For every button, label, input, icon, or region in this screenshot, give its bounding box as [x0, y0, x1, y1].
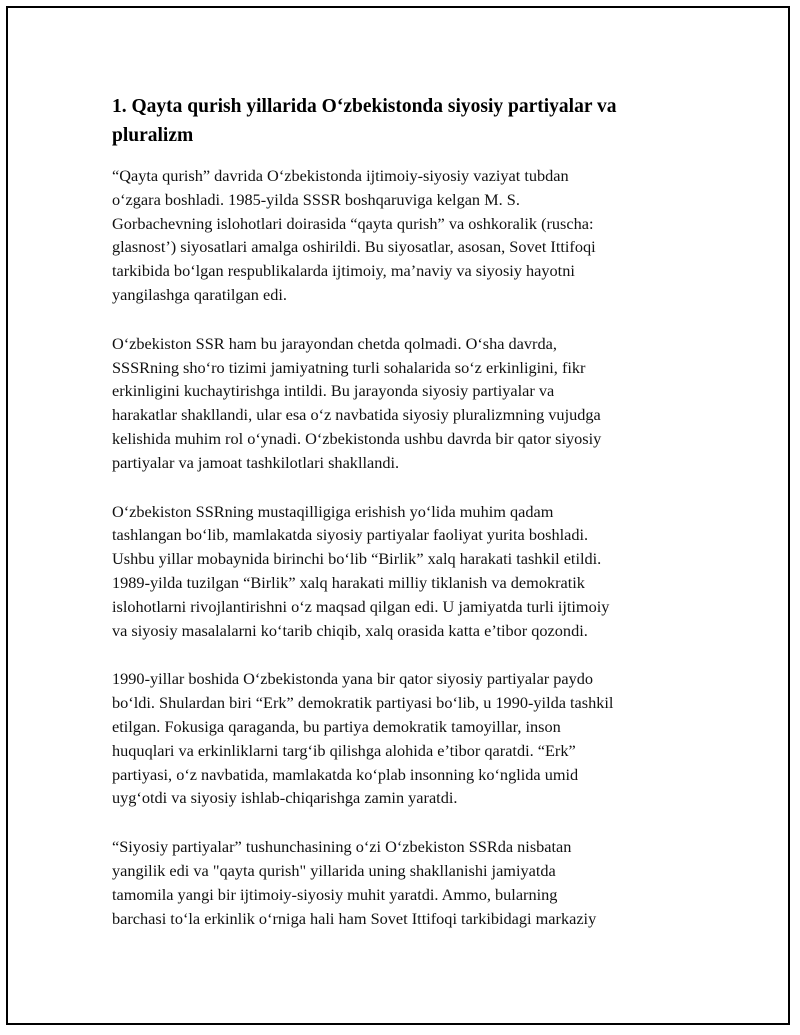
paragraph-3: O‘zbekiston SSRning mustaqilligiga erishish yo‘lida muhim qadam tashlangan bo‘lib, mamlakatda siyosiy partiyalar faoliyat yurita boshladi. Ushbu yillar mobaynida birinchi bo‘lib “Birlik” xalq harakati tashkil etildi. 1989-yilda tuzilgan “Birlik” xalq harakati milliy tiklanish va demokratik islohotlarni rivojlantirishni o‘z maqsad qilgan edi. U jamiyatda turli ijtimoiy va siyosiy masalalarni ko‘tarib chiqib, xalq orasida katta e’tibor qozondi. — [112, 501, 610, 640]
page-title: 1. Qayta qurish yillarida O‘zbekistonda siyosiy partiyalar va pluralizm — [112, 96, 617, 146]
paragraph-2: O‘zbekiston SSR ham bu jarayondan chetda qolmadi. O‘sha davrda, SSSRning sho‘ro tizimi jamiyatning turli sohalarida so‘z erkinligini, fikr erkinligini kuchaytirishga intildi. Bu jarayonda siyosiy partiyalar va harakatlar shakllandi, ular esa o‘z navbatida siyosiy pluralizmning vujudga kelishida muhim rol o‘ynadi. O‘zbekistonda ushbu davrda bir qator siyosiy partiyalar va jamoat tashkilotlari shakllandi. — [112, 333, 602, 472]
paragraph-5: “Siyosiy partiyalar” tushunchasining o‘zi O‘zbekiston SSRda nisbatan yangilik edi va "qayta qurish" yillarida uning shakllanishi jamiyatda tamomila yangi bir ijtimoiy-siyosiy muhit yaratdi. Ammo, bularning barchasi to‘la erkinlik o‘rniga hali ham Sovet Ittifoqi tarkibidagi markaziy — [112, 837, 597, 928]
paragraph-4: 1990-yillar boshida O‘zbekistonda yana bir qator siyosiy partiyalar paydo bo‘ldi. Shulardan biri “Erk” demokratik partiyasi bo‘lib, u 1990-yilda tashkil etilgan. Fokusiga qaraganda, bu partiya demokratik tamoyillar, inson huquqlari va erkinliklarni targ‘ib qilishga alohida e’tibor qaratdi. “Erk” partiyasi, o‘z navbatida, mamlakatda ko‘plab insonning ko‘nglida umid uyg‘otdi va siyosiy ishlab-chiqarishga zamin yaratdi. — [112, 669, 614, 808]
document-content — [112, 92, 692, 955]
paragraph-1: “Qayta qurish” davrida O‘zbekistonda ijtimoiy-siyosiy vaziyat tubdan o‘zgara boshladi. 1985-yilda SSSR boshqaruviga kelgan M. S. Gorbachevning islohotlari doirasida “qayta qurish” va oshkoralik (ruscha: glasnost’) siyosatlari amalga oshirildi. Bu siyosatlar, asosan, Sovet Ittifoqi tarkibida bo‘lgan respublikalarda ijtimoiy, ma’naviy va siyosiy hayotni yangilashga qaratilgan edi. — [112, 166, 596, 304]
